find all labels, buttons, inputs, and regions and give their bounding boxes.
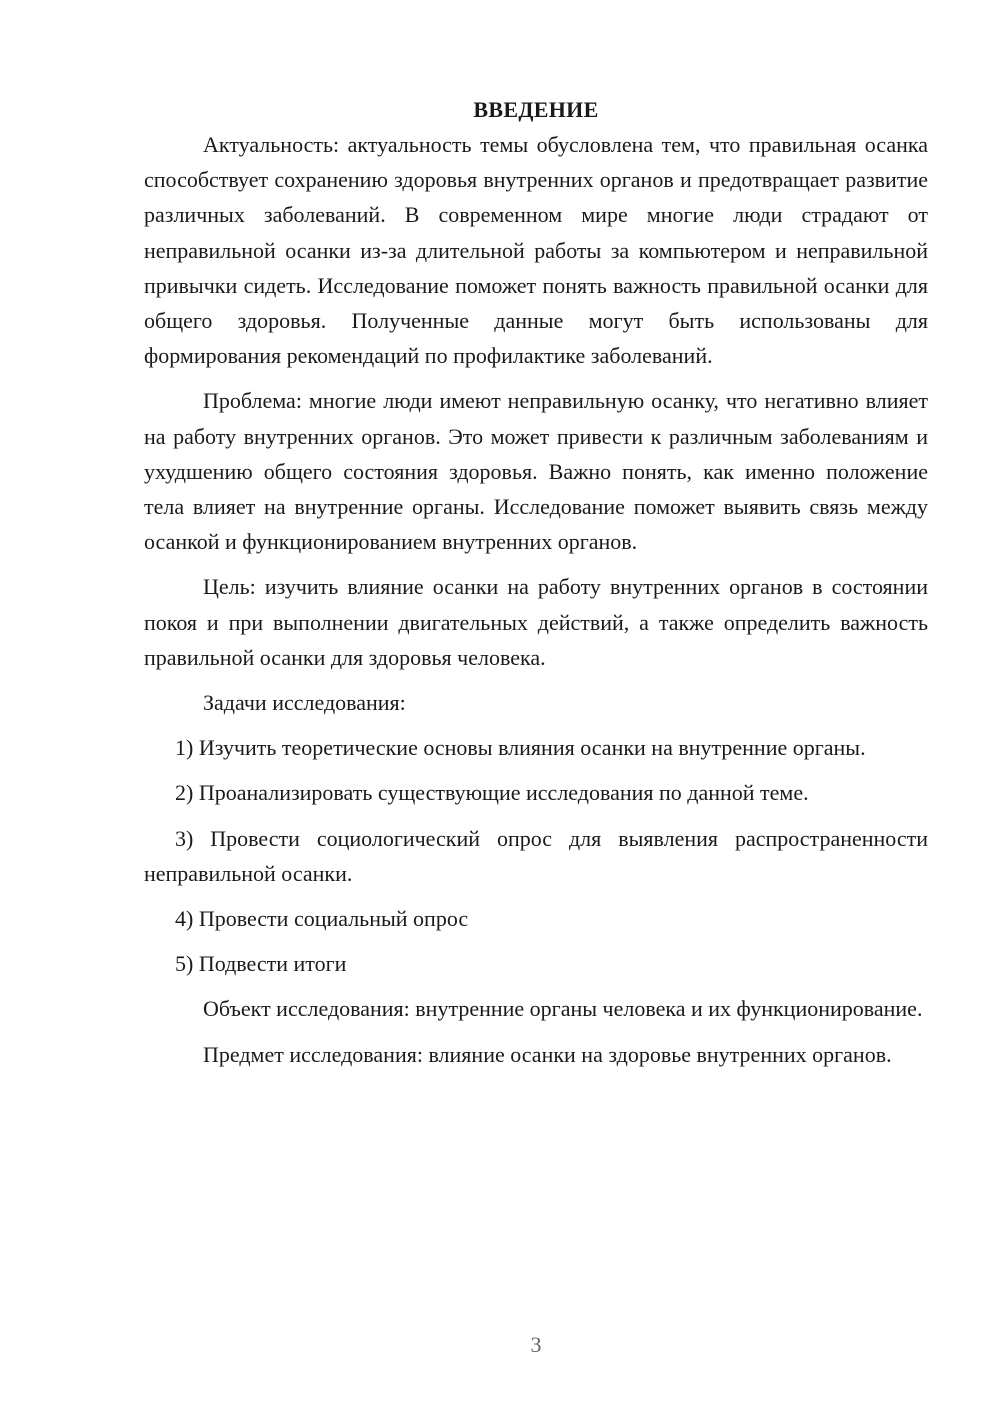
object-paragraph: Объект исследования: внутренние органы человека и их функционирование.: [203, 996, 923, 1022]
task-item-4: 4) Провести социальный опрос: [175, 906, 469, 932]
task-item-3: 3) Провести социологический опрос для выявления распространенности неправильной осанки.: [144, 825, 928, 886]
task-item-5: 5) Подвести итоги: [175, 951, 347, 977]
problem-paragraph: Проблема: многие люди имеют неправильную осанку, что негативно влияет на работу внутренних органов. Это может привести к различным заболеваниям и ухудшению общего состояния здоровья. Важно понять, как именно положение тела влияет на внутренние органы. Исследование поможет выявить связь между осанкой и функционированием внутренних органов.: [144, 388, 928, 555]
task-item-1: 1) Изучить теоретические основы влияния осанки на внутренние органы.: [175, 735, 866, 761]
document-page: [144, 92, 928, 1072]
subject-paragraph: Предмет исследования: влияние осанки на здоровье внутренних органов.: [203, 1041, 892, 1067]
tasks-heading: Задачи исследования:: [203, 690, 406, 716]
page-number: 3: [530, 1332, 542, 1357]
task-item-2: 2) Проанализировать существующие исследования по данной теме.: [175, 780, 809, 806]
goal-paragraph: Цель: изучить влияние осанки на работу внутренних органов в состоянии покоя и при выполнении двигательных действий, а также определить важность правильной осанки для здоровья человека.: [144, 574, 928, 670]
section-title: ВВЕДЕНИЕ: [473, 97, 599, 122]
relevance-paragraph: Актуальность: актуальность темы обусловлена тем, что правильная осанка способствует сохранению здоровья внутренних органов и предотвращает развитие различных заболеваний. В современном мире многие люди страдают от неправильной осанки из-за длительной работы за компьютером и неправильной привычки сидеть. Исследование поможет понять важность правильной осанки для общего здоровья. Полученные данные могут быть использованы для формирования рекомендаций по профилактике заболеваний.: [144, 132, 928, 369]
